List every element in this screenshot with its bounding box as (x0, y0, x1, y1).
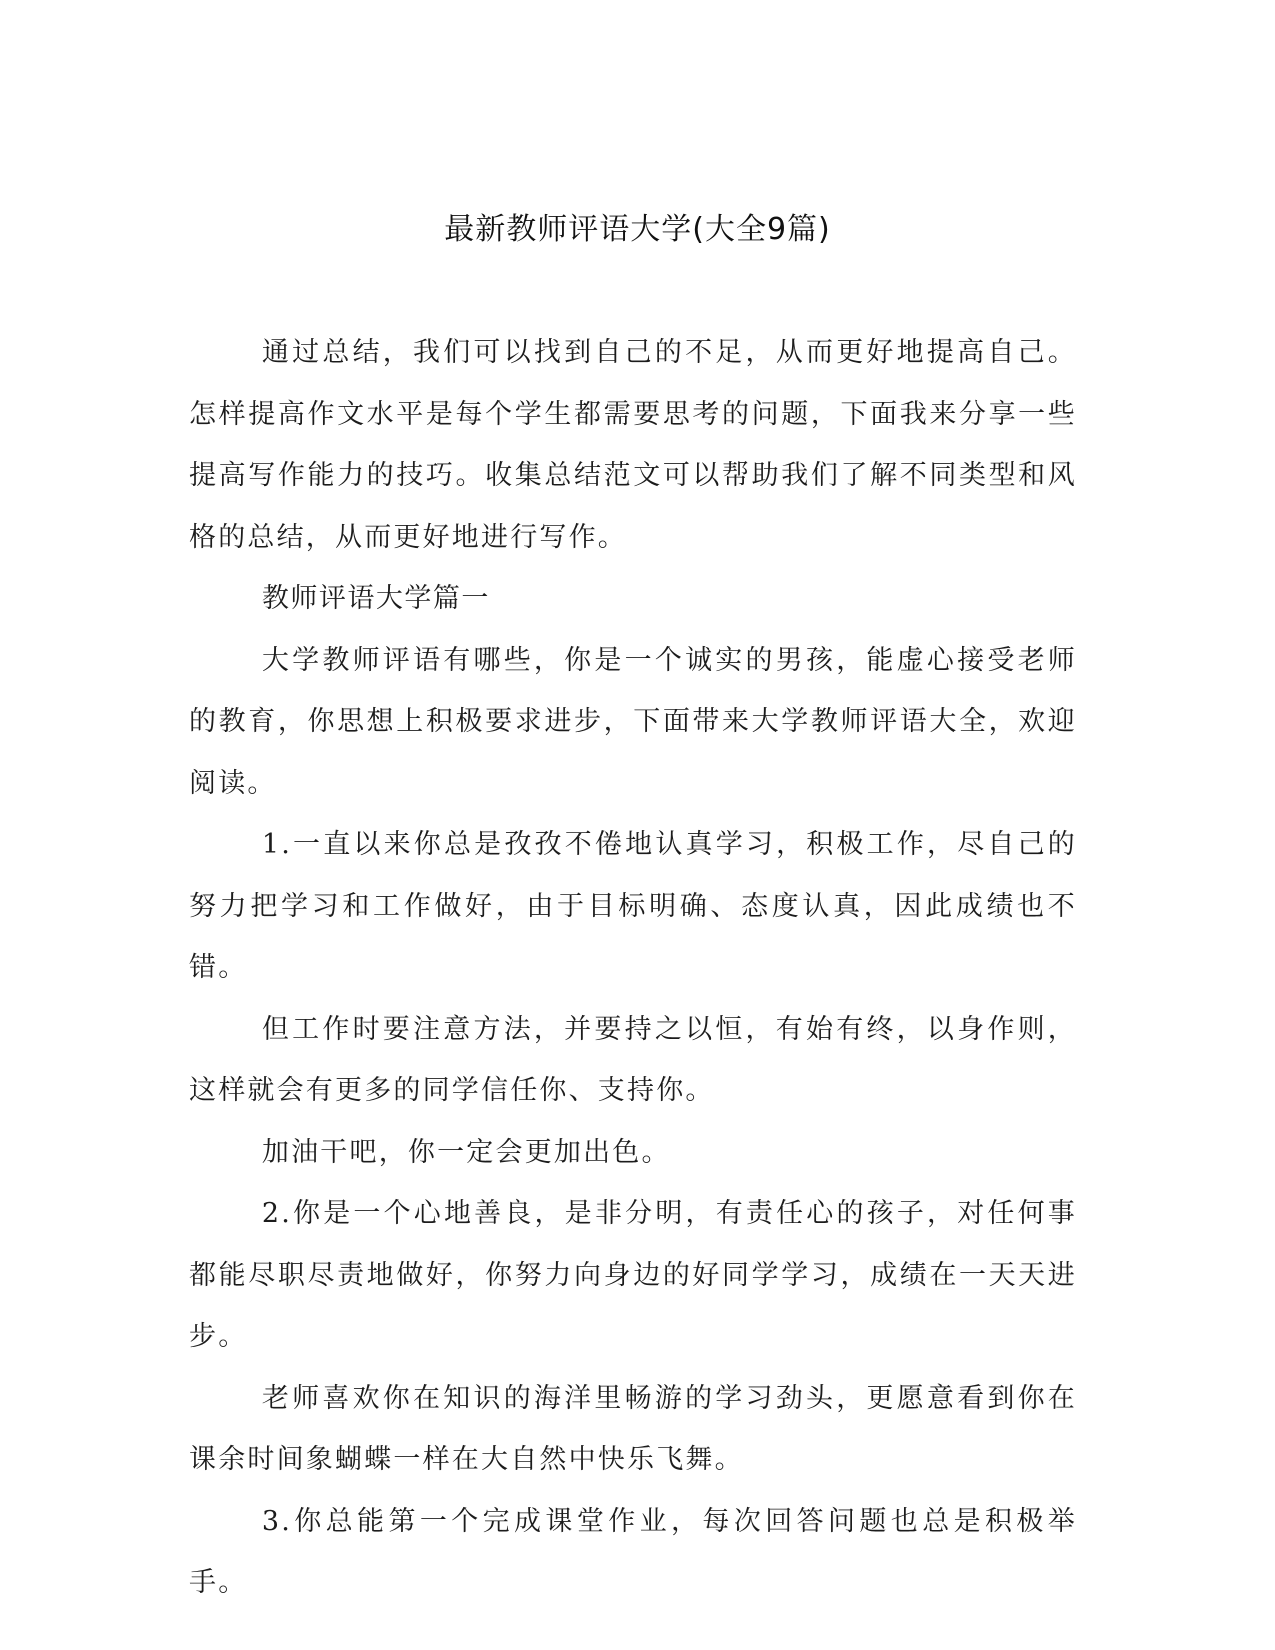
section-heading: 教师评语大学篇一 (261, 583, 490, 614)
comment-paragraph: 加油干吧，你一定会更加出色。 (261, 1136, 671, 1168)
comment-paragraph: 但工作时要注意方法，并要持之以恒，有始有终，以身作则，这样就会有更多的同学信任你、支持你。 (189, 1013, 1077, 1106)
intro-paragraph: 通过总结，我们可以找到自己的不足，从而更好地提高自己。怎样提高作文水平是每个学生都需要思考的问题，下面我来分享一些提高写作能力的技巧。收集总结范文可以帮助我们了解不同类型和风格的总结，从而更好地进行写作。 (189, 337, 1077, 553)
comment-paragraph: 2.你是一个心地善良，是非分明，有责任心的孩子，对任何事都能尽职尽责地做好，你努力向身边的好同学学习，成绩在一天天进步。 (189, 1198, 1077, 1352)
comment-paragraph: 3.你总能第一个完成课堂作业，每次回答问题也总是积极举手。 (189, 1505, 1077, 1598)
document-title: 最新教师评语大学(大全9篇) (444, 212, 831, 247)
comment-paragraph: 老师喜欢你在知识的海洋里畅游的学习劲头，更愿意看到你在课余时间象蝴蝶一样在大自然中快乐飞舞。 (189, 1382, 1077, 1475)
document-body (189, 322, 1077, 1614)
body-paragraph: 大学教师评语有哪些，你是一个诚实的男孩，能虚心接受老师的教育，你思想上积极要求进步，下面带来大学教师评语大全，欢迎阅读。 (189, 644, 1077, 799)
comment-paragraph: 1.一直以来你总是孜孜不倦地认真学习，积极工作，尽自己的努力把学习和工作做好，由于目标明确、态度认真，因此成绩也不错。 (189, 829, 1077, 983)
